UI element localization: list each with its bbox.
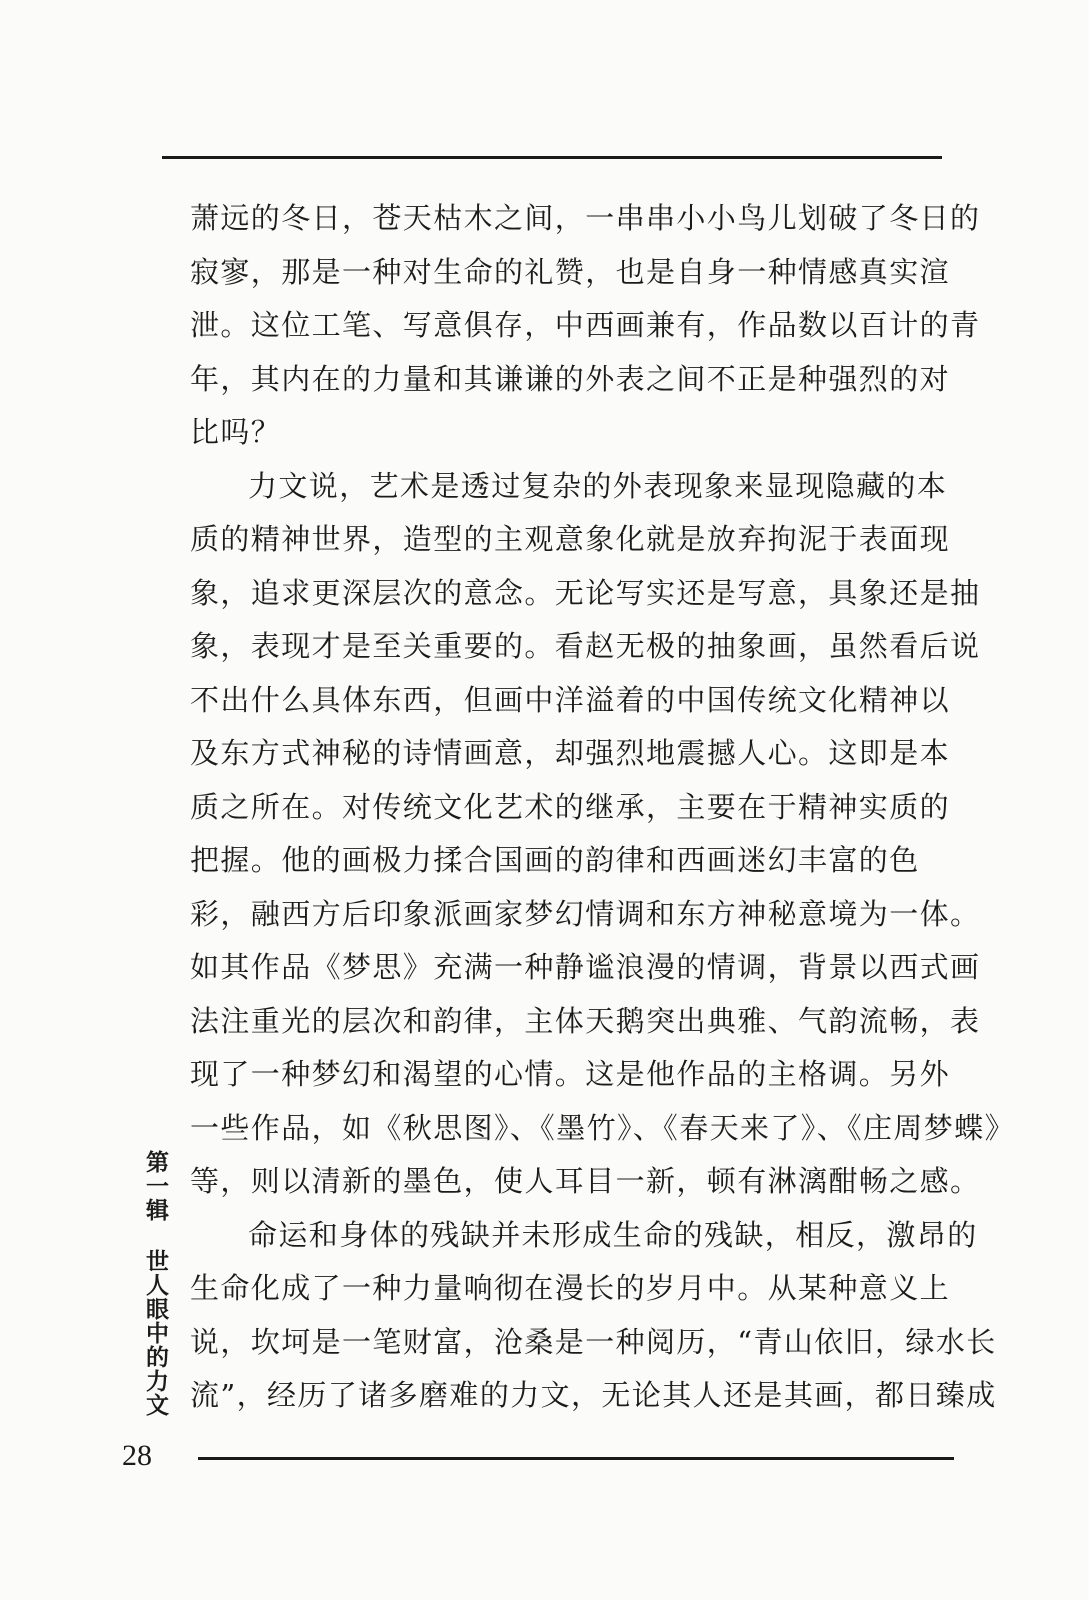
text-line: 寂寥，那是一种对生命的礼赞，也是自身一种情感真实渲 (190, 254, 951, 289)
body-text (190, 192, 1016, 1423)
text-line: 象，表现才是至关重要的。看赵无极的抽象画，虽然看后说 (190, 629, 981, 663)
text-line: 象，追求更深层次的意念。无论写实还是写意，具象还是抽 (190, 575, 981, 610)
text-line: 一些作品，如《秋思图》、《墨竹》、《春天来了》、《庄周梦蝶》 (190, 1110, 1016, 1145)
text-line: 现了一种梦幻和渴望的心情。这是他作品的主格调。另外 (190, 1057, 951, 1091)
text-line: 流”，经历了诸多磨难的力文，无论其人还是其画，都日臻成 (190, 1378, 997, 1412)
text-line: 比吗？ (190, 415, 282, 449)
text-line: 质的精神世界，造型的主观意象化就是放弃拘泥于表面现 (190, 522, 951, 556)
text-line: 质之所在。对传统文化艺术的继承，主要在于精神实质的 (190, 789, 951, 824)
paragraph-start-line: 命运和身体的残缺并未形成生命的残缺，相反，激昂的 (248, 1217, 978, 1252)
text-line: 把握。他的画极力揉合国画的韵律和西画迷幻丰富的色 (190, 843, 920, 877)
text-line: 如其作品《梦思》充满一种静谧浪漫的情调，背景以西式画 (190, 950, 981, 984)
text-line: 法注重光的层次和韵律，主体天鹅突出典雅、气韵流畅，表 (190, 1003, 981, 1038)
text-line: 萧远的冬日，苍天枯木之间，一串串小小鸟儿划破了冬日的 (190, 201, 981, 235)
text-line: 彩，融西方后印象派画家梦幻情调和东方神秘意境为一体。 (190, 896, 981, 931)
header-rule (162, 156, 942, 159)
paragraph-start-line: 力文说，艺术是透过复杂的外表现象来显现隐藏的本 (248, 468, 948, 503)
footer-rule (198, 1457, 954, 1460)
page-number: 28 (122, 1439, 152, 1472)
chapter-side-title: 第一辑 世人眼中的力文 (142, 1150, 168, 1417)
text-line: 说，坎坷是一笔财富，沧桑是一种阅历，“青山依旧，绿水长 (190, 1324, 997, 1359)
text-line: 生命化成了一种力量响彻在漫长的岁月中。从某种意义上 (190, 1271, 951, 1305)
text-line: 泄。这位工笔、写意俱存，中西画兼有，作品数以百计的青 (190, 308, 981, 342)
text-line: 年，其内在的力量和其谦谦的外表之间不正是种强烈的对 (190, 361, 951, 396)
text-line: 不出什么具体东西，但画中洋溢着的中国传统文化精神以 (190, 682, 951, 717)
text-line: 及东方式神秘的诗情画意，却强烈地震撼人心。这即是本 (190, 736, 951, 770)
text-line: 等，则以清新的墨色，使人耳目一新，顿有淋漓酣畅之感。 (190, 1164, 981, 1198)
